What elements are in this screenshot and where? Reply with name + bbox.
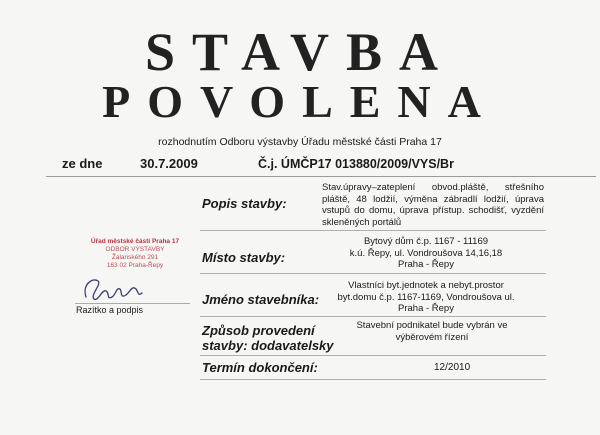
divider — [200, 316, 546, 317]
stamp-line: Žalanského 291 — [111, 254, 159, 261]
office-stamp — [80, 238, 190, 270]
divider — [200, 230, 546, 231]
heading-line2: POVOLENA — [102, 76, 498, 127]
handwritten-signature — [80, 275, 150, 305]
description-label: Popis stavby: — [202, 196, 287, 211]
stamp-caption: Razítko a podpis — [76, 305, 144, 315]
date-value: 30.7.2009 — [140, 156, 198, 171]
divider — [46, 176, 596, 177]
builder-name-value: Vlastníci byt.jednotek a nebyt.prostor byt.domu č.p. 1167-1169, Vondroušova ul. Praha - Řepy — [337, 280, 515, 314]
stamp-line: Úřad městské části Praha 17 — [90, 238, 180, 245]
date-label: ze dne — [62, 156, 103, 171]
heading-line1: STAVBA — [144, 22, 456, 82]
stamp-line: ODBOR VÝSTAVBY — [105, 246, 165, 253]
location-value: Bytový dům č.p. 1167 - 11169 k.ú. Řepy, ul. Vondroušova 14,16,18 Praha - Řepy — [349, 236, 503, 270]
signature-line — [75, 303, 190, 304]
reference-number: Č.j. ÚMČP17 013880/2009/VYS/Br — [258, 157, 454, 171]
divider — [200, 273, 546, 274]
construction-method-value: Stavební podnikatel bude vybrán ve výběrovém řízení — [356, 320, 508, 343]
construction-method-label: Způsob provedení stavby: dodavatelsky — [202, 323, 334, 353]
divider — [200, 379, 546, 380]
stamp-line: 163 02 Praha-Řepy — [106, 262, 164, 269]
decision-text: rozhodnutím Odboru výstavby Úřadu městské části Praha 17 — [158, 136, 442, 148]
completion-date-label: Termín dokončení: — [202, 360, 318, 375]
builder-name-label: Jméno stavebníka: — [202, 292, 320, 307]
description-value: Stav.úpravy–zateplení obvod.pláště, střešního pláště, 48 lodžií, výměna zábradlí lodžií, úprava vstupů do domu, úprava přístup. schodišť, vyzdění skleněných portálů — [322, 182, 544, 228]
location-label: Místo stavby: — [202, 250, 286, 265]
divider — [200, 355, 546, 356]
completion-date-value: 12/2010 — [434, 362, 471, 373]
